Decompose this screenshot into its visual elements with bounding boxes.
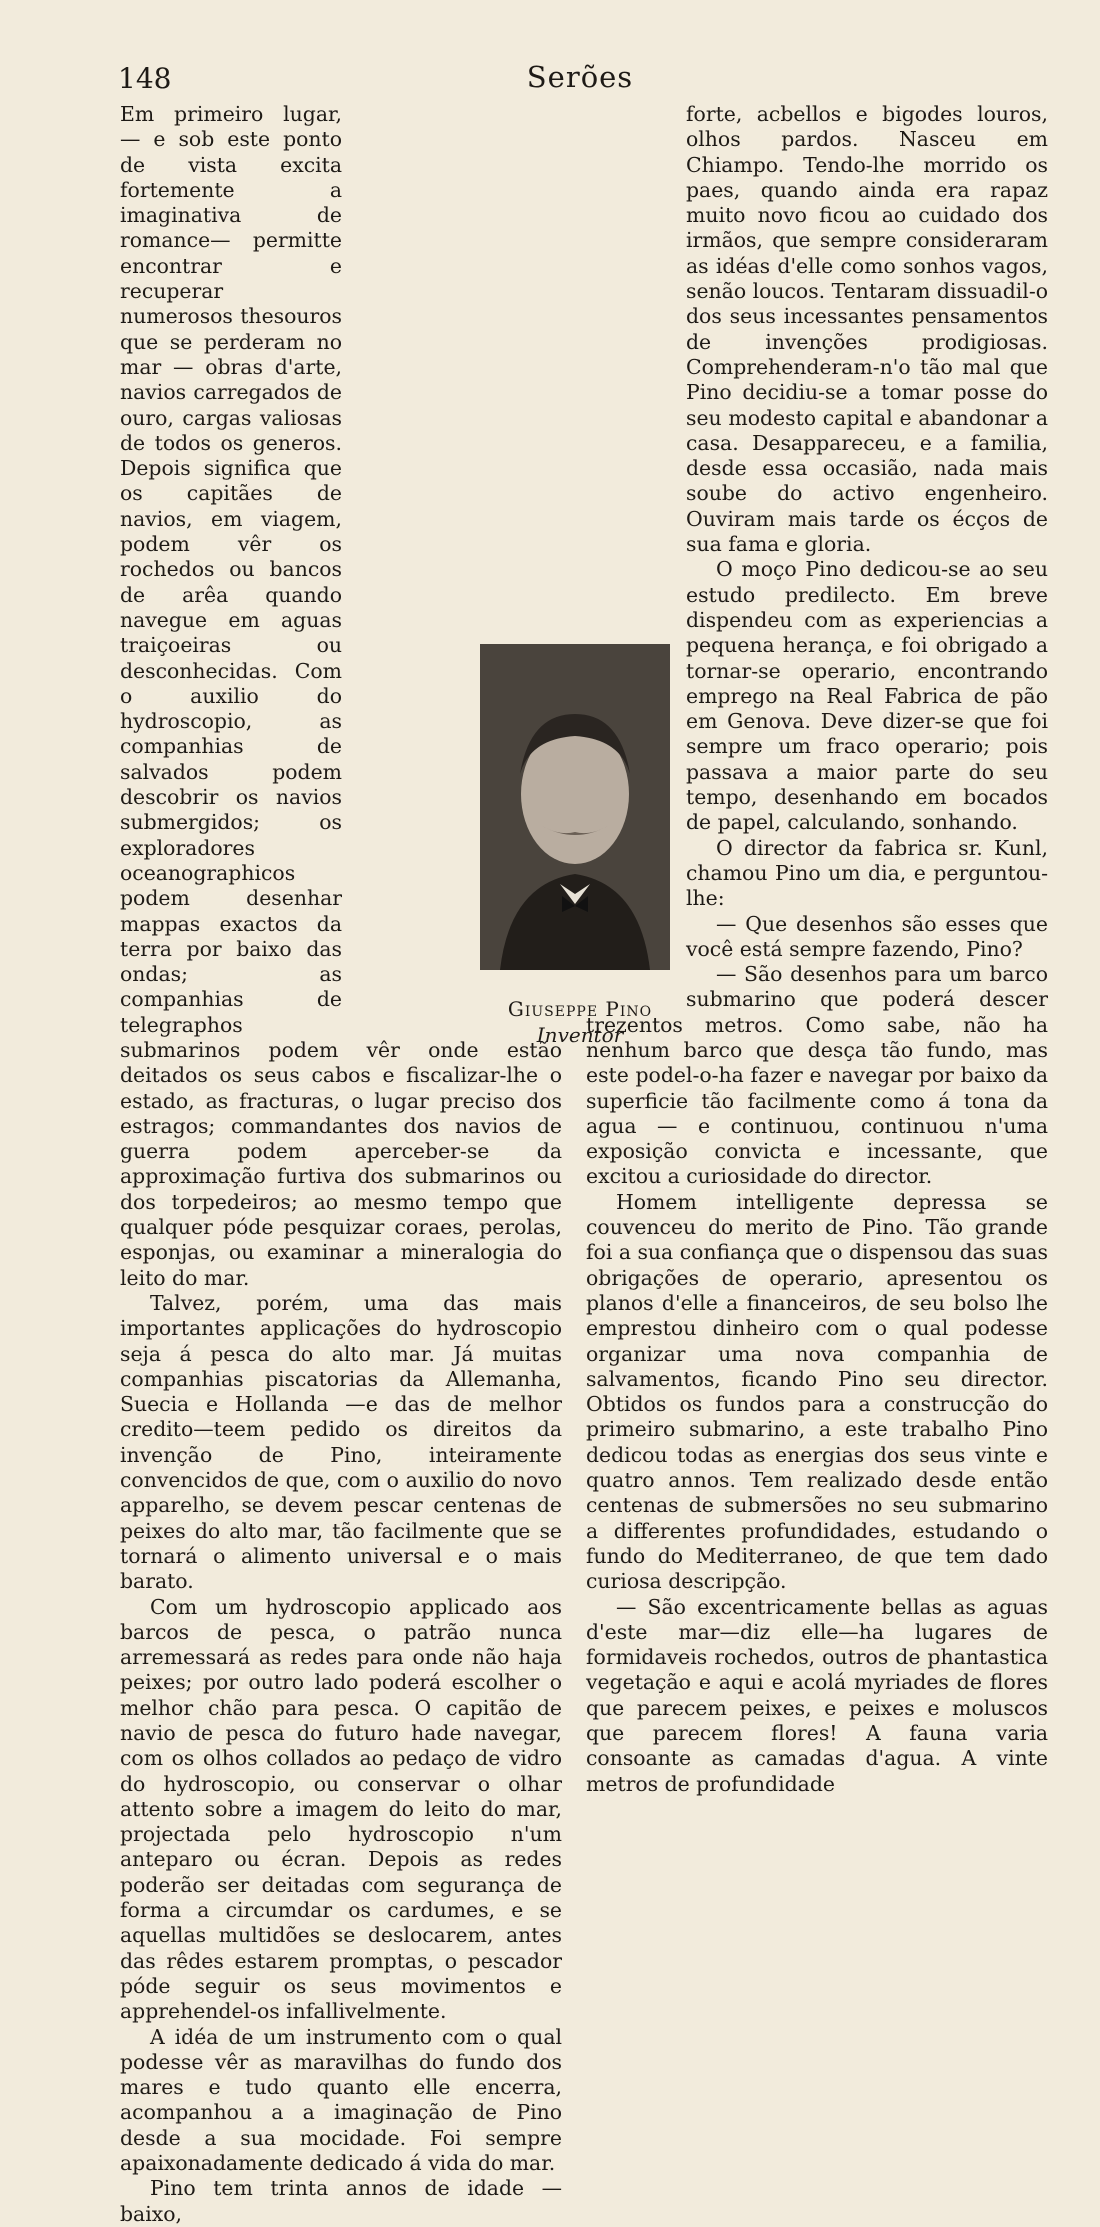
paragraph: Homem intelligente depressa se couvenceu do merito de Pino. Tão grande foi a sua confiança que o dispensou das suas obrigações de operario, apresentou os planos d'elle a financeiros, de seu bolso lhe emprestou dinheiro com o qual podesse organizar uma nova companhia de salvamentos, ficando Pino seu director. Obtidos os fundos para a construcção do primeiro submarino, a este trabalho Pino dedicou todas as energias dos seus vinte e quatro annos. Tem realizado desde então centenas de submersões no seu submarino a differentes profundidades, estudando o fundo do Mediterraneo, de que tem dado curiosa descripção. [586, 1189, 1048, 1594]
paragraph: O director da fabrica sr. Kunl, chamou Pino um dia, e perguntou-lhe: [686, 835, 1048, 911]
caption-role: Inventor [536, 1023, 624, 1047]
paragraph: — São excentricamente bellas as aguas d'este mar—diz elle—ha lugares de formidaveis rochedos, outros de phantastica vegetação e aqui e acolá myriades de flores que parecem peixes, e peixes e moluscos que parecem flores! A fauna varia consoante as camadas d'agua. A vinte metros de profundidade [586, 1594, 1048, 1796]
page-number: 148 [118, 62, 172, 95]
running-title: Serões [526, 60, 634, 94]
paragraph: Em primeiro lugar, — e sob este ponto de vista excita fortemente a imaginativa de romance— permitte encontrar e recuperar numerosos thesouros que se perderam no mar — obras d'arte, navios carregados de ouro, cargas valiosas de todos os generos. Depois significa que os capitães de navios, em viagem, podem vêr os rochedos ou bancos de arêa quando navegue em aguas traiçoeiras ou desconhecidas. Com o auxilio do hydroscopio, as companhias de salvados podem descobrir os navios submergidos; os exploradores oceanographicos podem desenhar mappas exactos da terra por baixo das ondas; as companhias de telegraphos submarinos podem vêr onde estão deitados os seus cabos e fiscalizar-lhe o estado, as fracturas, o lugar preciso dos estragos; commandantes dos navios de guerra podem aperceber-se da approximação furtiva dos submarinos ou dos torpedeiros; ao mesmo tempo que qualquer póde pesquizar coraes, perolas, esponjas, ou examinar a mineralogia do leito do mar. [120, 102, 562, 1290]
paragraph: forte, acbellos e bigodes louros, olhos pardos. Nasceu em Chiampo. Tendo-lhe morrido os paes, quando ainda era rapaz muito novo ficou ao cuidado dos irmãos, que sempre consideraram as idéas d'elle como sonhos vagos, senão loucos. Tentaram dissuadil-o dos seus incessantes pensamentos de invenções prodigiosas. Comprehenderam-n'o tão mal que Pino decidiu-se a tomar posse do seu modesto capital e abandonar a casa. Desappareceu, e a familia, desde essa occasião, nada mais soube do activo engenheiro. Ouviram mais tarde os écços de sua fama e gloria. [686, 102, 1048, 557]
caption-name: Giuseppe Pino [507, 997, 653, 1021]
paragraph: — São desenhos para um barco submarino que poderá descer trezentos metros. Como sabe, não ha nenhum barco que desça tão fundo, mas este podel-o-ha fazer e navegar por baixo da superficie tão facilmente como á tona da agua — e continuou, continuou n'uma exposição convicta e incessante, que excitou a curiosidade do director. [586, 962, 1048, 1189]
paragraph: — Que desenhos são esses que você está sempre fazendo, Pino? [686, 911, 1048, 961]
portrait-photo [480, 644, 670, 970]
paragraph: Talvez, porém, uma das mais importantes applicações do hydroscopio seja á pesca do alto mar. Já muitas companhias piscatorias da Allemanha, Suecia e Hollanda —e das de melhor credito—teem pedido os direitos da invenção de Pino, inteiramente convencidos de que, com o auxilio do novo apparelho, se devem pescar centenas de peixes do alto mar, tão facilmente que se tornará o alimento universal e o mais barato. [120, 1290, 562, 1594]
paragraph: Com um hydroscopio applicado aos barcos de pesca, o patrão nunca arremessará as redes para onde não haja peixes; por outro lado poderá escolher o melhor chão para pesca. O capitão de navio de pesca do futuro hade navegar, com os olhos collados ao pedaço de vidro do hydroscopio, ou conservar o olhar attento sobre a imagem do leito do mar, projectada pelo hydroscopio n'um anteparo ou écran. Depois as redes poderão ser deitadas com segurança de forma a circumdar os cardumes, e se aquellas multidões se deslocarem, antes das rêdes estarem promptas, o pescador póde seguir os seus movimentos e apprehendel-os infallivelmente. [120, 1594, 562, 2024]
figure-caption [470, 996, 690, 1048]
paragraph: A idéa de um instrumento com o qual podesse vêr as maravilhas do fundo dos mares e tudo quanto elle encerra, acompanhou a a imaginação de Pino desde a sua mocidade. Foi sempre apaixonadamente dedicado á vida do mar. [120, 2024, 562, 2176]
left-column [120, 102, 562, 2227]
paragraph: O moço Pino dedicou-se ao seu estudo predilecto. Em breve dispendeu com as experiencias a pequena herança, e foi obrigado a tornar-se operario, encontrando emprego na Real Fabrica de pão em Genova. Deve dizer-se que foi sempre um fraco operario; pois passava a maior parte do seu tempo, desenhando em bocados de papel, calculando, sonhando. [686, 557, 1048, 835]
paragraph: Pino tem trinta annos de idade — baixo, [120, 2176, 562, 2226]
page-header [118, 60, 1042, 100]
